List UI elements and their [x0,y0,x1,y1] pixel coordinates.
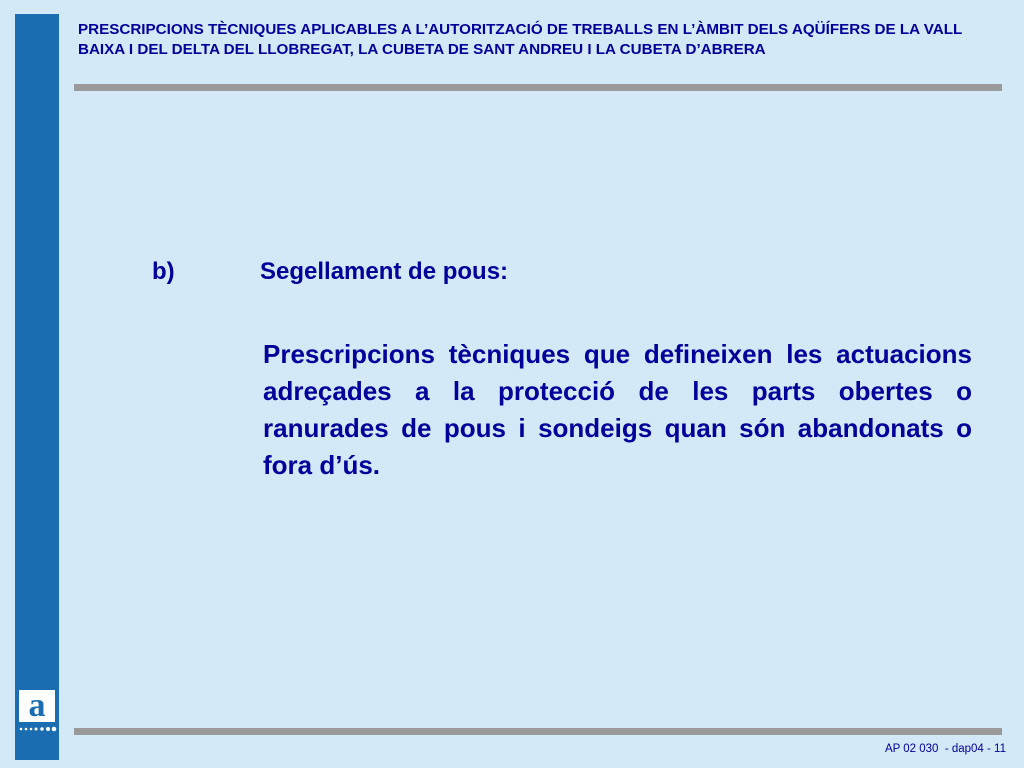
item-label: b) [152,258,175,285]
title-divider [74,84,1002,91]
svg-text:a: a [28,690,46,722]
section-heading: Segellament de pous: [260,258,509,285]
slide-title: PRESCRIPCIONS TÈCNIQUES APLICABLES A L’AUTORITZACIÓ DE TREBALLS EN L’ÀMBIT DELS AQÜÍFERS DE LA VALL BAIXA I DEL DELTA DEL LLOBREGAT, LA CUBETA DE SANT ANDREU I LA CUBETA D’ABRERA [78,21,963,58]
slide-footer: AP 02 030 - dap04 - 11 [884,743,1006,755]
logo-a-icon [15,690,59,722]
body-paragraph: Prescripcions tècniques que defineixen les actuacions adreçades a la protecció de les parts obertes o ranurades de pous i sondeigs quan són abandonats o fora d’ús. [263,339,972,480]
agency-logo [15,686,59,760]
left-sidebar-bar [15,14,59,686]
footer-divider [74,728,1002,735]
logo-dots-icon [18,726,58,732]
